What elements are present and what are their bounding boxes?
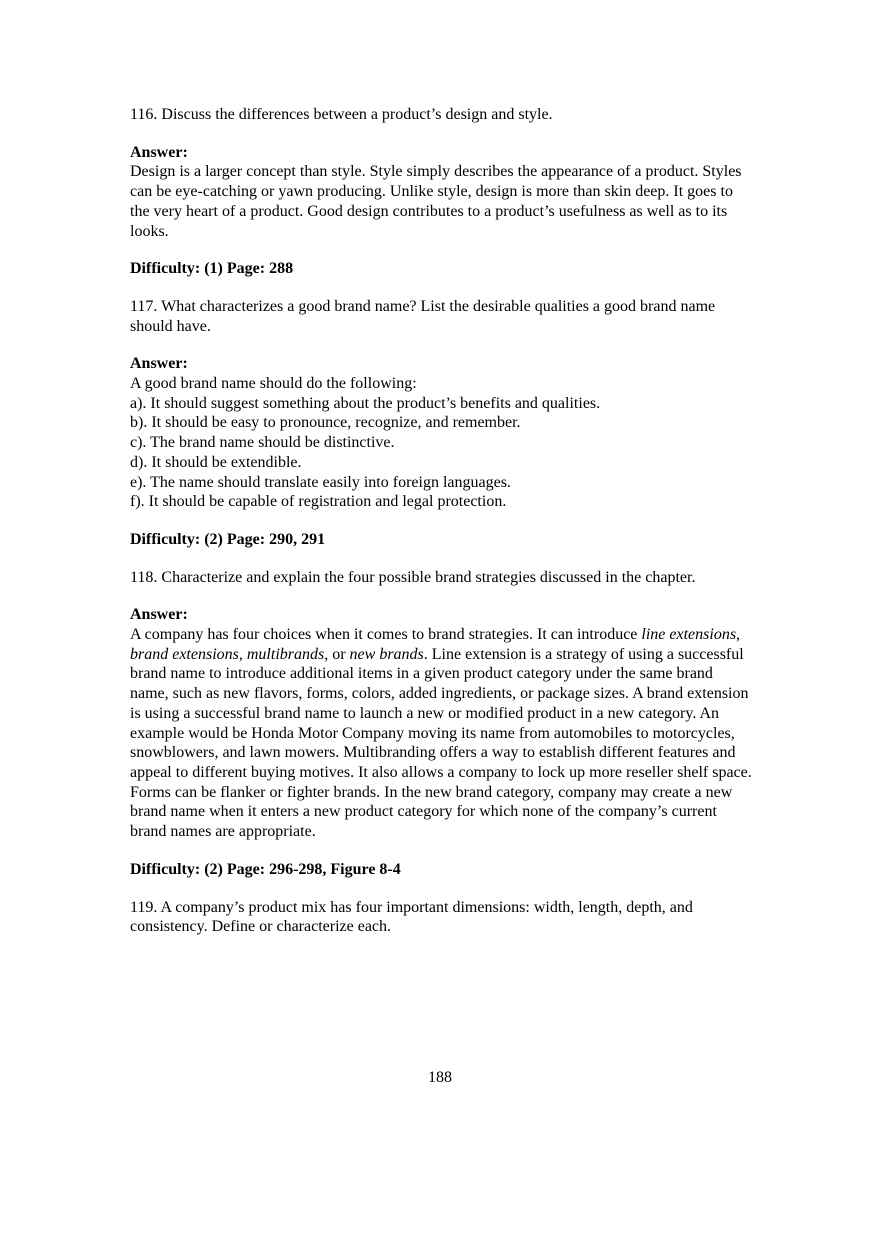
document-body	[130, 105, 755, 937]
term-new-brands: new brands	[349, 645, 424, 663]
list-item: b). It should be easy to pronounce, recognize, and remember.	[130, 414, 521, 432]
difficulty-line: Difficulty: (2) Page: 290, 291	[130, 530, 326, 548]
page-number: 188	[428, 1069, 452, 1086]
question-text: 118. Characterize and explain the four possible brand strategies discussed in the chapter.	[130, 568, 696, 586]
separator: ,	[736, 626, 741, 644]
question-118	[130, 568, 755, 880]
answer-list	[130, 374, 755, 512]
term-line-extensions: line extensions	[641, 626, 737, 644]
answer-text	[130, 625, 755, 842]
question-text: 117. What characterizes a good brand name? List the desirable qualities a good brand name should have.	[130, 297, 716, 335]
question-119	[130, 898, 755, 937]
answer-text: Design is a larger concept than style. Style simply describes the appearance of a product. Styles can be eye-catching or yawn producing. Unlike style, design is more than skin deep. It goes to the very heart of a product. Good design contributes to a product’s usefulness as well as to its looks.	[130, 163, 742, 240]
term-multibrands: multibrands	[246, 645, 325, 663]
separator: , or	[324, 645, 350, 663]
separator: ,	[238, 645, 247, 663]
question-text: 119. A company’s product mix has four important dimensions: width, length, depth, and consistency. Define or characterize each.	[130, 898, 693, 936]
answer-label: Answer:	[130, 606, 188, 624]
difficulty-line: Difficulty: (2) Page: 296-298, Figure 8-4	[130, 860, 401, 878]
question-text: 116. Discuss the differences between a product’s design and style.	[130, 106, 553, 123]
answer-label: Answer:	[130, 355, 188, 373]
list-item: e). The name should translate easily into foreign languages.	[130, 473, 511, 491]
answer-text-rest: . Line extension is a strategy of using a successful brand name to introduce additional items in a given product category under the same brand name, such as new flavors, forms, colors, added ingredients, or package sizes. A brand extension is using a successful brand name to launch a new or modified product in a new category. An example would be Honda Motor Company moving its name from automobiles to motorcycles, snowblowers, and lawn mowers. Multibranding offers a way to establish different features and appeal to different buying motives. It also allows a company to lock up more reseller shelf space. Forms can be flanker or fighter brands. In the new brand category, company may create a new brand name when it enters a new product category for which none of the company’s current brand names are appropriate.	[130, 645, 752, 841]
answer-text-lead: A company has four choices when it comes to brand strategies. It can introduce	[130, 626, 642, 644]
list-item: d). It should be extendible.	[130, 453, 302, 471]
list-item: a). It should suggest something about the product’s benefits and qualities.	[130, 394, 601, 412]
answer-intro: A good brand name should do the following:	[130, 375, 417, 393]
question-116	[130, 105, 755, 279]
difficulty-line: Difficulty: (1) Page: 288	[130, 260, 294, 278]
list-item: c). The brand name should be distinctive.	[130, 434, 395, 452]
question-117	[130, 297, 755, 550]
answer-label: Answer:	[130, 143, 188, 161]
term-brand-extensions: brand extensions	[130, 645, 239, 663]
list-item: f). It should be capable of registration and legal protection.	[130, 493, 507, 511]
